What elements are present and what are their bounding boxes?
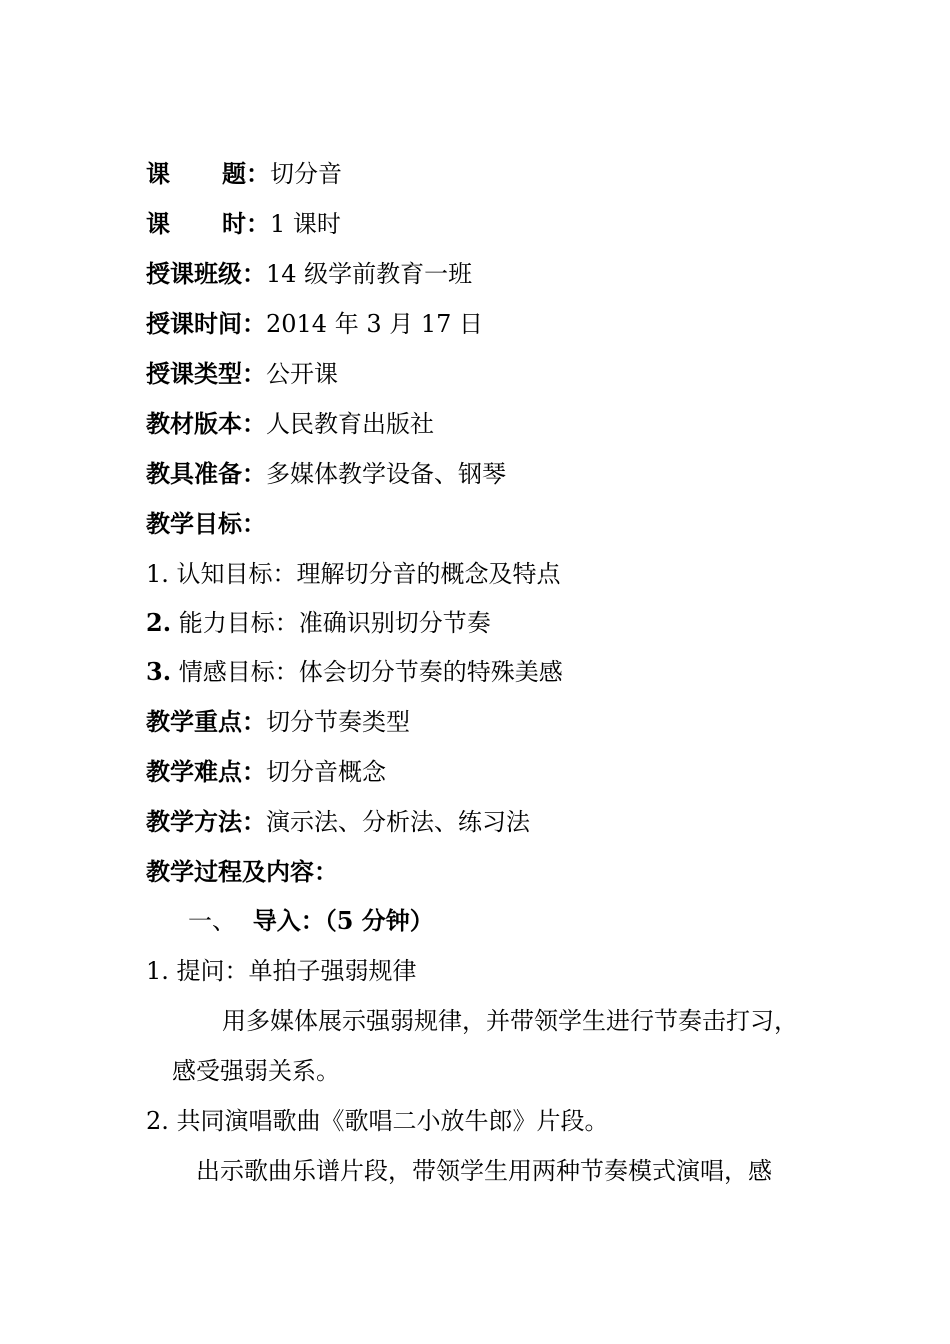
hours-label-b: 时： xyxy=(222,209,270,238)
objective-item xyxy=(146,656,563,688)
topic-label-b: 题： xyxy=(222,159,270,188)
method-value: 演示法、分析法、练习法 xyxy=(266,808,530,836)
key-point-label: 教学重点： xyxy=(146,707,266,736)
topic-row xyxy=(146,158,342,190)
difficulty-label: 教学难点： xyxy=(146,757,266,786)
date-row xyxy=(146,308,483,340)
tools-value: 多媒体教学设备、钢琴 xyxy=(266,460,506,488)
edition-row xyxy=(146,408,434,440)
hours-label-a: 课 xyxy=(146,209,170,238)
objective-number: 3. xyxy=(146,657,172,686)
step-number: 2. xyxy=(146,1107,169,1135)
class-row xyxy=(146,258,472,290)
objective-item xyxy=(146,607,491,639)
section-title: 导入：（5 分钟） xyxy=(252,906,434,935)
date-value: 2014 年 3 月 17 日 xyxy=(266,310,484,338)
section-heading xyxy=(188,905,434,937)
key-point-row xyxy=(146,706,410,738)
step-text: 共同演唱歌曲《歌唱二小放牛郎》片段。 xyxy=(176,1107,609,1135)
objective-text: 能力目标：准确识别切分节奏 xyxy=(178,609,491,637)
difficulty-value: 切分音概念 xyxy=(266,758,386,786)
objectives-heading: 教学目标： xyxy=(146,509,266,538)
hours-row xyxy=(146,208,341,240)
topic-label-a: 课 xyxy=(146,159,170,188)
section-number: 一、 xyxy=(188,907,236,935)
step-paragraph: 出示歌曲乐谱片段，带领学生用两种节奏模式演唱，感 xyxy=(196,1157,772,1185)
objective-number: 1. xyxy=(146,560,169,588)
objective-text: 情感目标：体会切分节奏的特殊美感 xyxy=(178,658,563,686)
class-label: 授课班级： xyxy=(146,259,266,288)
class-value: 14 级学前教育一班 xyxy=(266,260,473,288)
edition-value: 人民教育出版社 xyxy=(266,410,434,438)
difficulty-row xyxy=(146,756,386,788)
step-paragraph-cont: 感受强弱关系。 xyxy=(172,1057,340,1085)
objective-number: 2. xyxy=(146,608,172,637)
step-paragraph: 用多媒体展示强弱规律，并带领学生进行节奏击打习， xyxy=(222,1007,798,1035)
objective-text: 认知目标：理解切分音的概念及特点 xyxy=(176,560,561,588)
type-row xyxy=(146,358,338,390)
tools-row xyxy=(146,458,506,490)
hours-value: 1 课时 xyxy=(270,210,341,238)
method-label: 教学方法： xyxy=(146,807,266,836)
type-value: 公开课 xyxy=(266,360,338,388)
date-label: 授课时间： xyxy=(146,309,266,338)
objective-item xyxy=(146,558,561,590)
process-heading: 教学过程及内容： xyxy=(146,857,338,886)
edition-label: 教材版本： xyxy=(146,409,266,438)
method-row xyxy=(146,806,530,838)
topic-value: 切分音 xyxy=(270,160,342,188)
step-item xyxy=(146,1105,609,1137)
key-point-value: 切分节奏类型 xyxy=(266,708,410,736)
step-item xyxy=(146,955,417,987)
tools-label: 教具准备： xyxy=(146,459,266,488)
type-label: 授课类型： xyxy=(146,359,266,388)
step-number: 1. xyxy=(146,957,169,985)
step-text: 提问：单拍子强弱规律 xyxy=(176,957,417,985)
